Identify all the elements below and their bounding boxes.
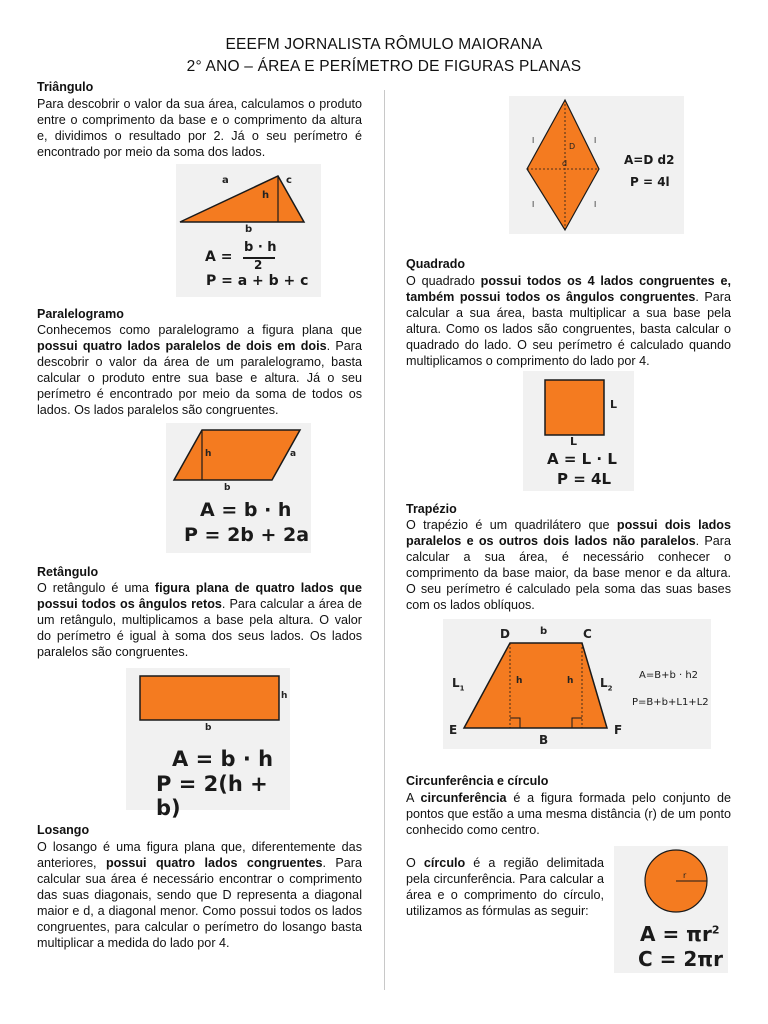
trapezoid-label-D: D [500,627,510,641]
parallelogram-figure [166,423,311,553]
trapezoid-label-E: E [449,723,458,737]
rectangle-perimeter-formula: P = 2(h + b) [156,772,268,820]
square-text [406,273,731,369]
rhombus-label-l-bottom-right: l [594,200,597,209]
square-perimeter-formula: P = 4L [557,470,612,488]
trapezoid-label-B: B [539,733,549,747]
trapezoid-label-h-right: h [567,676,574,686]
trapezoid-label-b: b [540,626,548,637]
trapezoid-text-bold: possui dois lados paralelos e os outros dois lados não paralelos [406,518,731,548]
trapezoid-label-C: C [583,627,592,641]
circle-length-formula: C = 2πr [638,947,723,971]
triangle-text: Para descobrir o valor da sua área, calculamos o produto entre o comprimento da base e o comprimento da altura e, dividimos o resultado por 2. Já o seu perímetro é encontrado por meio da soma dos lados. [37,97,362,159]
rhombus-perimeter-formula: P = 4l [630,175,670,189]
circle-title: Circunferência e círculo [406,774,549,788]
trapezoid-figure [443,619,711,749]
rectangle-text [37,580,362,660]
rectangle-figure [126,668,290,820]
rhombus-title: Losango [37,823,90,837]
square-shape [545,380,604,435]
rhombus-label-l-top-right: l [594,136,597,145]
triangle-area-denominator: 2 [254,258,263,272]
trapezoid-text [406,517,731,613]
parallelogram-shape [174,430,300,480]
rhombus-figure [509,96,684,234]
parallelogram-text-bold: possui quatro lados paralelos de dois em dois [37,339,327,353]
parallelogram-text-2: . Para descobrir o valor da área de um paralelogramo, basta calcular o produto entre sua base e altura. Já o seu perímetro é encontrado por meio da soma de todos os lados. Os lados paralelos são congruentes. [37,339,362,417]
triangle-label-h: h [262,190,270,201]
rhombus-text-1: O losango é uma figura plana que, diferentemente das anteriores, [37,840,362,870]
rhombus-text [37,839,362,951]
trapezoid-label-F: F [614,723,623,737]
trapezoid-perimeter-formula: P=B+b+L1+L2 [632,697,709,708]
trapezoid-text-1: O trapézio é um quadrilátero que [406,518,617,532]
trapezoid-label-L1-letter: L [452,676,460,690]
square-area-formula: A = L · L [547,450,617,468]
parallelogram-area-formula: A = b · h [200,499,292,521]
triangle-perimeter-formula: P = a + b + c [206,273,309,289]
triangle-label-a: a [222,175,229,186]
school-name: EEEFM JORNALISTA RÔMULO MAIORANA [225,36,543,53]
rhombus-label-d: d [562,159,568,168]
parallelogram-label-b: b [224,483,231,493]
circle-text-2b: é a região delimitada pela circunferência. Para calcular a área e o comprimento do círculo, utilizamos as fórmulas as seguir: [406,856,605,918]
triangle-label-b: b [245,224,253,235]
rectangle-shape [140,676,279,720]
trapezoid-label-h-left: h [516,676,523,686]
trapezoid-text-2: . Para calcular a sua área, é necessário conhecer o comprimento da base maior, da base menor e da altura. O seu perímetro é calculado pela soma das suas bases com os lados oblíquos. [406,534,731,612]
square-title: Quadrado [406,257,466,271]
worksheet-title: 2° ANO – ÁREA E PERÍMETRO DE FIGURAS PLANAS [186,58,582,75]
square-text-bold: possui todos os 4 lados congruentes e, também possui todos os ângulos congruentes [406,274,731,304]
triangle-figure [176,164,321,297]
trapezoid-label-L2-sub: 2 [607,684,613,693]
trapezoid-diagram [443,619,711,749]
triangle-title: Triângulo [37,80,94,94]
triangle-label-c: c [286,175,292,186]
circle-label-r: r [683,871,687,880]
rectangle-label-h: h [281,691,288,701]
rectangle-text-1: O retângulo é uma [37,581,155,595]
circle-text [406,855,604,919]
rectangle-text-bold: figura plana de quatro lados que possui todos os ângulos retos [37,581,363,611]
circumference-text-bold: circunferência [420,791,507,805]
parallelogram-perimeter-formula: P = 2b + 2a [184,524,310,546]
triangle-area-lhs: A = [205,249,233,265]
circle-area-formula-main: A = πr [640,922,712,946]
rhombus-label-l-top-left: l [532,136,535,145]
square-text-1: O quadrado [406,274,481,288]
circle-figure [614,846,728,973]
trapezoid-label-L1-sub: 1 [459,684,465,693]
square-label-L-base: L [570,435,578,448]
rectangle-title: Retângulo [37,565,99,579]
trapezoid-title: Trapézio [406,502,457,516]
rectangle-label-b: b [205,723,212,733]
circumference-text [406,790,731,838]
rhombus-area-formula: A=D d2 [624,153,675,167]
parallelogram-label-a: a [290,449,297,459]
rectangle-area-formula: A = b · h [172,747,274,771]
parallelogram-text-1: Conhecemos como paralelogramo a figura plana que [37,323,362,337]
circle-text-2a: O [406,856,424,870]
triangle-area-numerator: b · h [244,240,277,255]
rectangle-text-2: . Para calcular a área de um retângulo, multiplicamos a base pela altura. O valor do perímetro é igual à soma dos seus lados. Os lados paralelos são congruentes. [37,597,362,659]
square-text-2: . Para calcular a sua área, basta multiplicar a sua base pela altura. Como os lados são congruentes, basta calcular o quadrado do lado. O seu perímetro é calculado quando multiplicamos o comprimento do lado por 4. [406,290,731,368]
trapezoid-shape [464,643,607,728]
rhombus-label-D: D [569,142,576,151]
parallelogram-text [37,322,362,418]
parallelogram-title: Paralelogramo [37,307,124,321]
circle-area-formula [640,922,720,946]
trapezoid-area-formula: A=B+b · h2 [639,670,699,681]
rhombus-text-bold: possui quatro lados congruentes [105,856,323,870]
square-figure [523,371,634,491]
trapezoid-label-L2-letter: L [600,676,608,690]
rhombus-text-2: . Para calcular sua área é necessário encontrar o comprimento das suas diagonais, sendo que D representa a diagonal maior e d, a diagonal menor. Como possui todos os lados congruentes, para calcular o perímetro do losango basta multiplicar a medida do lado por 4. [37,856,362,950]
circumference-text-1b: é a figura formada pelo conjunto de pontos que estão a uma mesma distância (r) de um ponto conhecido como centro. [406,791,731,837]
square-label-L-side: L [610,398,618,411]
rhombus-label-l-bottom-left: l [532,200,535,209]
circumference-text-1a: A [406,791,421,805]
circle-text-bold: círculo [423,856,466,870]
circle-area-exponent: 2 [711,923,720,937]
column-divider [384,90,385,990]
trapezoid-label-L2 [600,676,613,692]
trapezoid-label-L1 [452,676,465,692]
parallelogram-label-h: h [205,449,212,459]
